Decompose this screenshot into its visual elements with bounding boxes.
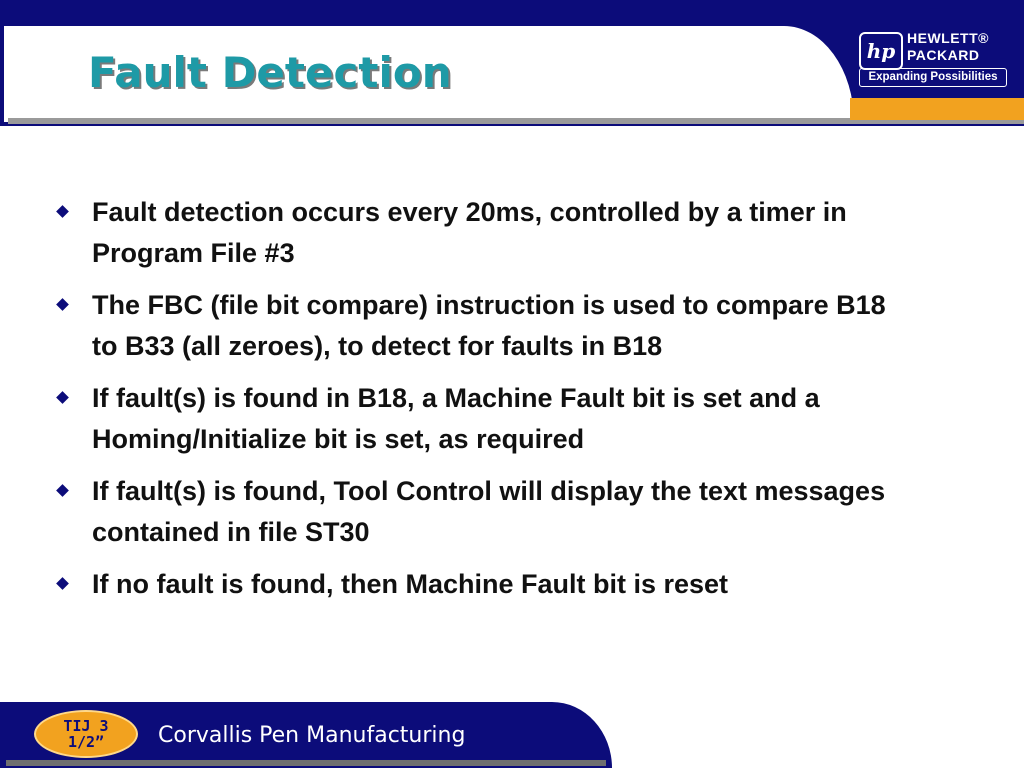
logo-line-2: PACKARD (907, 47, 980, 63)
bullet-item (54, 471, 904, 553)
diamond-bullet-icon (56, 205, 69, 218)
orange-accent-bar (850, 98, 1024, 120)
bullet-text: If no fault is found, then Machine Fault bit is reset (92, 569, 729, 599)
bullet-item (54, 285, 904, 367)
logo-tagline: Expanding Possibilities (859, 68, 1007, 87)
bullet-text: Fault detection occurs every 20ms, controlled by a timer in Program File #3 (92, 197, 847, 268)
footer-badge (34, 710, 138, 758)
bullet-item (54, 378, 904, 460)
footer-shadow (6, 760, 606, 766)
diamond-bullet-icon (56, 577, 69, 590)
diamond-bullet-icon (56, 391, 69, 404)
badge-line-1: TIJ 3 (63, 717, 109, 735)
logo-line-1: HEWLETT® (907, 30, 989, 46)
bullet-text: If fault(s) is found, Tool Control will display the text messages contained in file ST30 (92, 476, 886, 547)
diamond-bullet-icon (56, 484, 69, 497)
bullet-text: If fault(s) is found in B18, a Machine Fault bit is set and a Homing/Initialize bit is set, as required (92, 383, 820, 454)
bullet-item (54, 192, 904, 274)
hp-logo (851, 26, 1019, 92)
bullet-item (54, 564, 904, 605)
bullet-text: The FBC (file bit compare) instruction is used to compare B18 to B33 (all zeroes), to detect for faults in B18 (92, 290, 886, 361)
badge-line-2: 1/2” (67, 733, 105, 751)
hp-logo-icon (859, 32, 903, 70)
footer-text: Corvallis Pen Manufacturing (158, 723, 466, 748)
hp-mark: hp (866, 39, 896, 63)
slide-title: Fault Detection (88, 48, 452, 97)
bullet-list (54, 192, 904, 616)
diamond-bullet-icon (56, 298, 69, 311)
